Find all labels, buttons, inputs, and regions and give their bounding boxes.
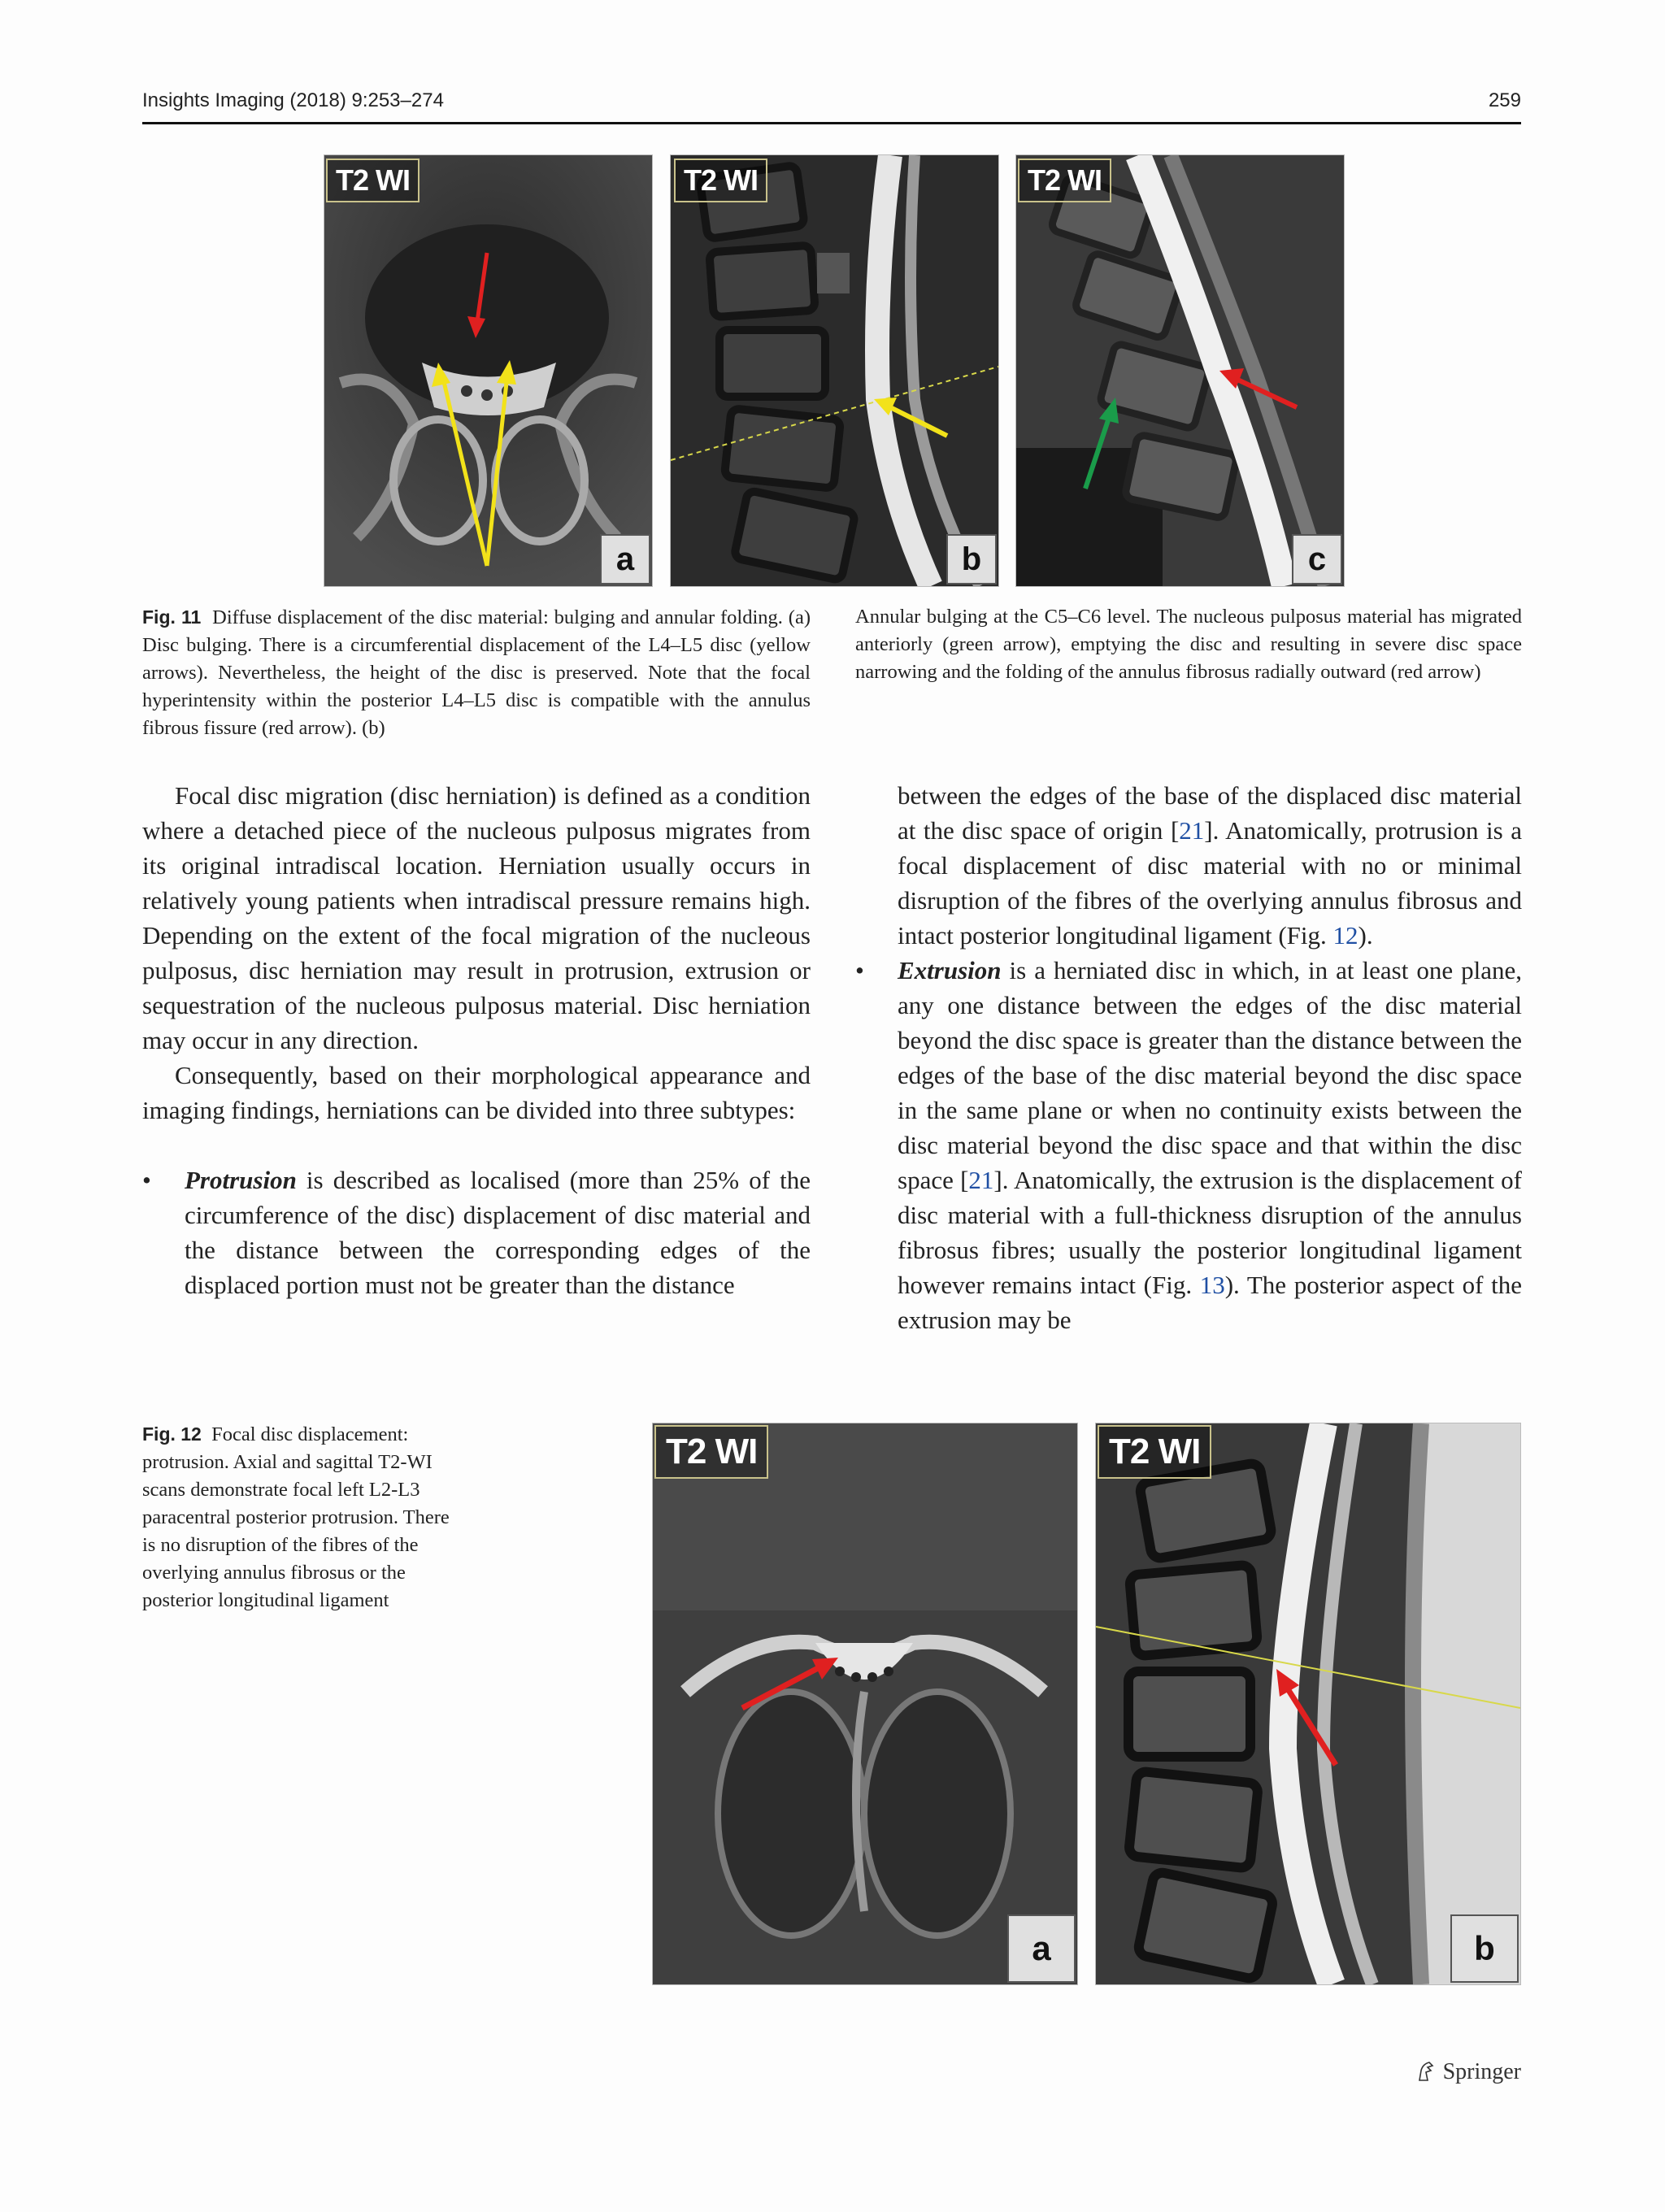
journal-header: Insights Imaging (2018) 9:253–274 <box>142 89 444 111</box>
figure-link-13[interactable]: 13 <box>1199 1271 1225 1299</box>
bullet-mark: • <box>142 1166 151 1194</box>
fig12-b-panel-label: b <box>1450 1914 1519 1983</box>
reference-link-21[interactable]: 21 <box>968 1166 994 1194</box>
fig12-a-panel-label: a <box>1007 1914 1076 1983</box>
term-extrusion: Extrusion <box>898 956 1002 984</box>
fig11-caption-left-text: Diffuse displacement of the disc material: bulging and annular folding. (a) Disc bulging. There is a circumferential displacement of the L4–L5 disc (yellow arrows). Nevertheless, the height of the disc is preserved. Note that the focal hyperintensity within the posterior L4–L5 disc is compatible with the annulus fibrous fissure (red arrow). (b) <box>142 606 811 739</box>
fig12-caption-text: Focal disc displacement: protrusion. Axial and sagittal T2-WI scans demonstrate focal left L2-L3 paracentral posterior protrusion. There is no disruption of the fibres of the overlying annulus fibrosus or the posterior longitudinal ligament <box>142 1423 450 1611</box>
page-number: 259 <box>1488 89 1521 111</box>
fig11-b-panel-label: b <box>946 534 997 585</box>
reference-link-21[interactable]: 21 <box>1179 816 1205 845</box>
fig11-a-panel-label: a <box>600 534 650 585</box>
body-left-column <box>142 778 811 1302</box>
fig12-panel-a-image <box>652 1423 1078 1985</box>
paragraph-subtypes-intro: Consequently, based on their morphological appearance and imaging findings, herniations can be divided into three subtypes: <box>142 1061 811 1124</box>
header-rule <box>142 122 1521 124</box>
fig11-caption-right-text: Annular bulging at the C5–C6 level. The nucleous pulposus material has migrated anteriorly (green arrow), emptying the disc and resulting in severe disc space narrowing and the folding of the annulus fibrosus radially outward (red arrow) <box>855 606 1522 683</box>
springer-logo <box>1413 2059 1521 2085</box>
fig11-panel-b-image <box>670 154 999 587</box>
fig11-label: Fig. 11 <box>142 606 202 628</box>
bullet-protrusion <box>142 1162 811 1302</box>
term-protrusion: Protrusion <box>185 1166 297 1194</box>
springer-horse-icon <box>1413 2059 1437 2084</box>
fig12-panel-b-image <box>1095 1423 1521 1985</box>
bullet-mark: • <box>855 956 864 984</box>
fig12-a-t2wi-tag: T2 WI <box>654 1425 768 1479</box>
bullet-extrusion: • Extrusion is a herniated disc in which, in at least one plane, any one distance between the edges of the disc material beyond the disc space is greater than the distance between the edges of the base of the disc material beyond the disc space in the same plane or when no continuity exists between the disc material beyond the disc space and that within the disc space [21]. Anatomically, the extrusion is the displacement of disc material with a full-thickness disruption of the annulus fibrosus fibres; usually the posterior longitudinal ligament however remains intact (Fig. 13). The posterior aspect of the extrusion may be <box>855 953 1522 1337</box>
body-right-column <box>855 778 1522 1337</box>
paragraph-herniation-definition: Focal disc migration (disc herniation) is defined as a condition where a detached piece of the nucleous pulposus migrates from its original intradiscal location. Herniation usually occurs in relatively young patients when intradiscal pressure remains high. Depending on the extent of the focal migration of the nucleous pulposus, disc herniation may result in protrusion, extrusion or sequestration of the nucleous pulposus material. Disc herniation may occur in any direction. <box>142 781 811 1054</box>
fig11-b-t2wi-tag: T2 WI <box>674 159 767 202</box>
springer-text: Springer <box>1442 2059 1521 2084</box>
fig11-caption-left <box>142 603 811 742</box>
fig11-caption-right <box>855 603 1522 686</box>
fig12-label: Fig. 12 <box>142 1423 202 1445</box>
fig11-panel-a-image <box>324 154 653 587</box>
protrusion-continuation: between the edges of the base of the displaced disc material at the disc space of origin [21]. Anatomically, protrusion is a focal displacement of disc material with no or minimal disruption of the fibres of the overlying annulus fibrosus and intact posterior longitudinal ligament (Fig. 12). <box>898 781 1522 950</box>
protrusion-text: is described as localised (more than 25% of the circumference of the disc) displacement of disc material and the distance between the corresponding edges of the displaced portion must not be greater than the distance <box>185 1166 811 1299</box>
fig11-c-t2wi-tag: T2 WI <box>1018 159 1111 202</box>
fig11-c-panel-label: c <box>1292 534 1342 585</box>
fig12-caption <box>142 1420 458 1614</box>
fig11-panel-c-image <box>1015 154 1345 587</box>
figure-link-12[interactable]: 12 <box>1332 921 1359 950</box>
fig11-a-t2wi-tag: T2 WI <box>326 159 420 202</box>
fig12-b-t2wi-tag: T2 WI <box>1098 1425 1211 1479</box>
